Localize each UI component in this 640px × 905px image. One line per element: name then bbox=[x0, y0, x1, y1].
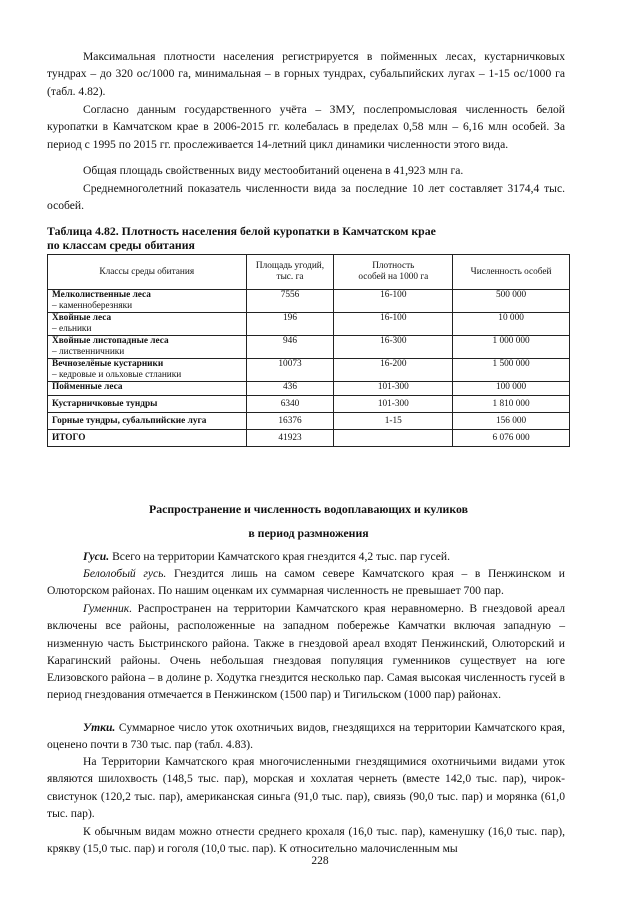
paragraph-text: Всего на территории Камчатского края гнездится 4,2 тыс. пар гусей. bbox=[112, 550, 450, 563]
total-count: 6 076 000 bbox=[453, 430, 570, 447]
caption-line: Таблица 4.82. Плотность населения белой куропатки в Камчатском крае bbox=[47, 224, 436, 238]
paragraph-duck-species bbox=[47, 753, 565, 822]
paragraph-text: Среднемноголетний показатель численности вида за последние 10 лет составляет 3174,4 тыс. особей. bbox=[47, 182, 565, 213]
paragraph-text: Согласно данным государственного учёта – ЗМУ, послепромысловая численность белой куропатки в Камчатском крае в 2006-2015 гг. колебалась в пределах 0,58 млн – 6,16 млн особей. За период с 1995 по 2015 гг. прослеживается 14-летний цикл динамики численности этого вида. bbox=[47, 103, 565, 151]
row-density: 101-300 bbox=[334, 382, 453, 396]
paragraph-density bbox=[47, 48, 565, 100]
lead-term: Гуменник. bbox=[83, 602, 133, 615]
paragraph-census bbox=[47, 101, 565, 153]
table-row bbox=[48, 313, 570, 336]
header-cell: Численность особей bbox=[453, 255, 570, 290]
row-density: 101-300 bbox=[334, 396, 453, 413]
paragraph-ducks bbox=[47, 719, 565, 754]
paragraph-bean-goose bbox=[47, 600, 565, 704]
row-class: Мелколиственные леса bbox=[52, 290, 151, 300]
paragraph-text: Суммарное число уток охотничьих видов, гнездящихся на территории Камчатского края, оценено почти в 730 тыс. пар (табл. 4.83). bbox=[47, 721, 565, 752]
row-density: 16-200 bbox=[334, 359, 453, 382]
row-class: Вечнозелёные кустарники bbox=[52, 359, 164, 369]
paragraph-text: Гнездится лишь на самом севере Камчатского края – в Пенжинском и Олюторском районах. По нашим оценкам их суммарная численность не превышает 700 пар. bbox=[47, 567, 566, 598]
caption-line: по классам среды обитания bbox=[47, 238, 195, 252]
row-area: 10073 bbox=[246, 359, 334, 382]
table-row bbox=[48, 413, 570, 430]
table-row bbox=[48, 396, 570, 413]
total-density bbox=[334, 430, 453, 447]
paragraph-text: К обычным видам можно отнести среднего крохаля (16,0 тыс. пар), каменушку (16,0 тыс. пар), крякву (15,0 тыс. пар) и гоголя (10,0 тыс. пар). К относительно малочисленным мы bbox=[47, 825, 565, 856]
table-header-row bbox=[48, 255, 570, 290]
lead-term: Белолобый гусь. bbox=[83, 567, 167, 580]
row-subclass: – ельники bbox=[52, 324, 92, 334]
row-area: 7556 bbox=[246, 290, 334, 313]
paragraph-geese bbox=[47, 548, 565, 565]
row-count: 100 000 bbox=[453, 382, 570, 396]
total-area: 41923 bbox=[246, 430, 334, 447]
row-count: 156 000 bbox=[453, 413, 570, 430]
paragraph-common-species bbox=[47, 823, 565, 858]
table-row bbox=[48, 336, 570, 359]
row-count: 10 000 bbox=[453, 313, 570, 336]
section-heading: Распространение и численность водоплавающих и куликов bbox=[149, 502, 468, 516]
table-row bbox=[48, 290, 570, 313]
row-area: 196 bbox=[246, 313, 334, 336]
paragraph-area bbox=[47, 162, 565, 179]
total-label: ИТОГО bbox=[52, 432, 86, 443]
page-number: 228 bbox=[311, 855, 329, 867]
paragraph-white-goose bbox=[47, 565, 565, 600]
header-cell: Классы среды обитания bbox=[48, 255, 247, 290]
table-caption bbox=[47, 224, 567, 252]
lead-term: Гуси. bbox=[83, 550, 110, 563]
paragraph-text: Распространен на территории Камчатского края неравномерно. В гнездовой ареал включены все районы, расположенные на западном побережье Камчатки включая западную – низменную часть Быстринского района. Также в гнездовой ареал входят Пенжинский, Олюторский и Карагинский районы. Очень небольшая гнездовая популяция гуменников существует на юге Елизовского района – в долине р. Ходутка гнездится несколько пар. Самая высокая численность гусей в период гнездования отмечается в Пенжинском (1500 пар) и Тигильском (1000 пар) районах. bbox=[47, 602, 566, 702]
row-area: 16376 bbox=[246, 413, 334, 430]
row-class: Пойменные леса bbox=[52, 382, 123, 392]
row-density: 16-100 bbox=[334, 313, 453, 336]
row-subclass: – лиственничники bbox=[52, 347, 125, 357]
row-class: Кустарничковые тундры bbox=[52, 398, 158, 409]
paragraph-text: Общая площадь свойственных виду местообитаний оценена в 41,923 млн га. bbox=[83, 164, 464, 177]
row-area: 6340 bbox=[246, 396, 334, 413]
row-area: 436 bbox=[246, 382, 334, 396]
habitat-density-table bbox=[47, 254, 570, 447]
row-count: 1 500 000 bbox=[453, 359, 570, 382]
paragraph-text: На Территории Камчатского края многочисленными гнездящимися охотничьими видами уток являются шилохвость (148,5 тыс. пар), морская и хохлатая чернеть (вместе 142,0 тыс. пар), чирок-свистунок (120,2 тыс. пар), американская синьга (91,0 тыс. пар), свиязь (90,0 тыс. пар) и морянка (61,0 тыс. пар). bbox=[47, 755, 565, 820]
row-class: Хвойные листопадные леса bbox=[52, 336, 169, 346]
row-density: 16-100 bbox=[334, 290, 453, 313]
lead-term: Утки. bbox=[83, 721, 116, 734]
row-density: 1-15 bbox=[334, 413, 453, 430]
row-area: 946 bbox=[246, 336, 334, 359]
table-row bbox=[48, 382, 570, 396]
row-subclass: – кедровые и ольховые стланики bbox=[52, 370, 182, 380]
row-count: 1 810 000 bbox=[453, 396, 570, 413]
row-density: 16-300 bbox=[334, 336, 453, 359]
paragraph-average bbox=[47, 180, 565, 215]
header-cell: Плотность особей на 1000 га bbox=[334, 255, 453, 290]
row-class: Горные тундры, субальпийские луга bbox=[52, 415, 207, 426]
row-count: 1 000 000 bbox=[453, 336, 570, 359]
row-count: 500 000 bbox=[453, 290, 570, 313]
table-row-total bbox=[48, 430, 570, 447]
table-row bbox=[48, 359, 570, 382]
paragraph-text: Максимальная плотности населения регистрируется в пойменных лесах, кустарничковых тундрах – до 320 ос/1000 га, минимальная – в горных тундрах, субальпийских лугах – 1-15 ос/1000 га (табл. 4.82). bbox=[47, 50, 565, 98]
header-cell: Площадь угодий, тыс. га bbox=[246, 255, 334, 290]
row-subclass: – каменноберезняки bbox=[52, 301, 133, 311]
row-class: Хвойные леса bbox=[52, 313, 112, 323]
section-heading: в период размножения bbox=[248, 526, 369, 540]
